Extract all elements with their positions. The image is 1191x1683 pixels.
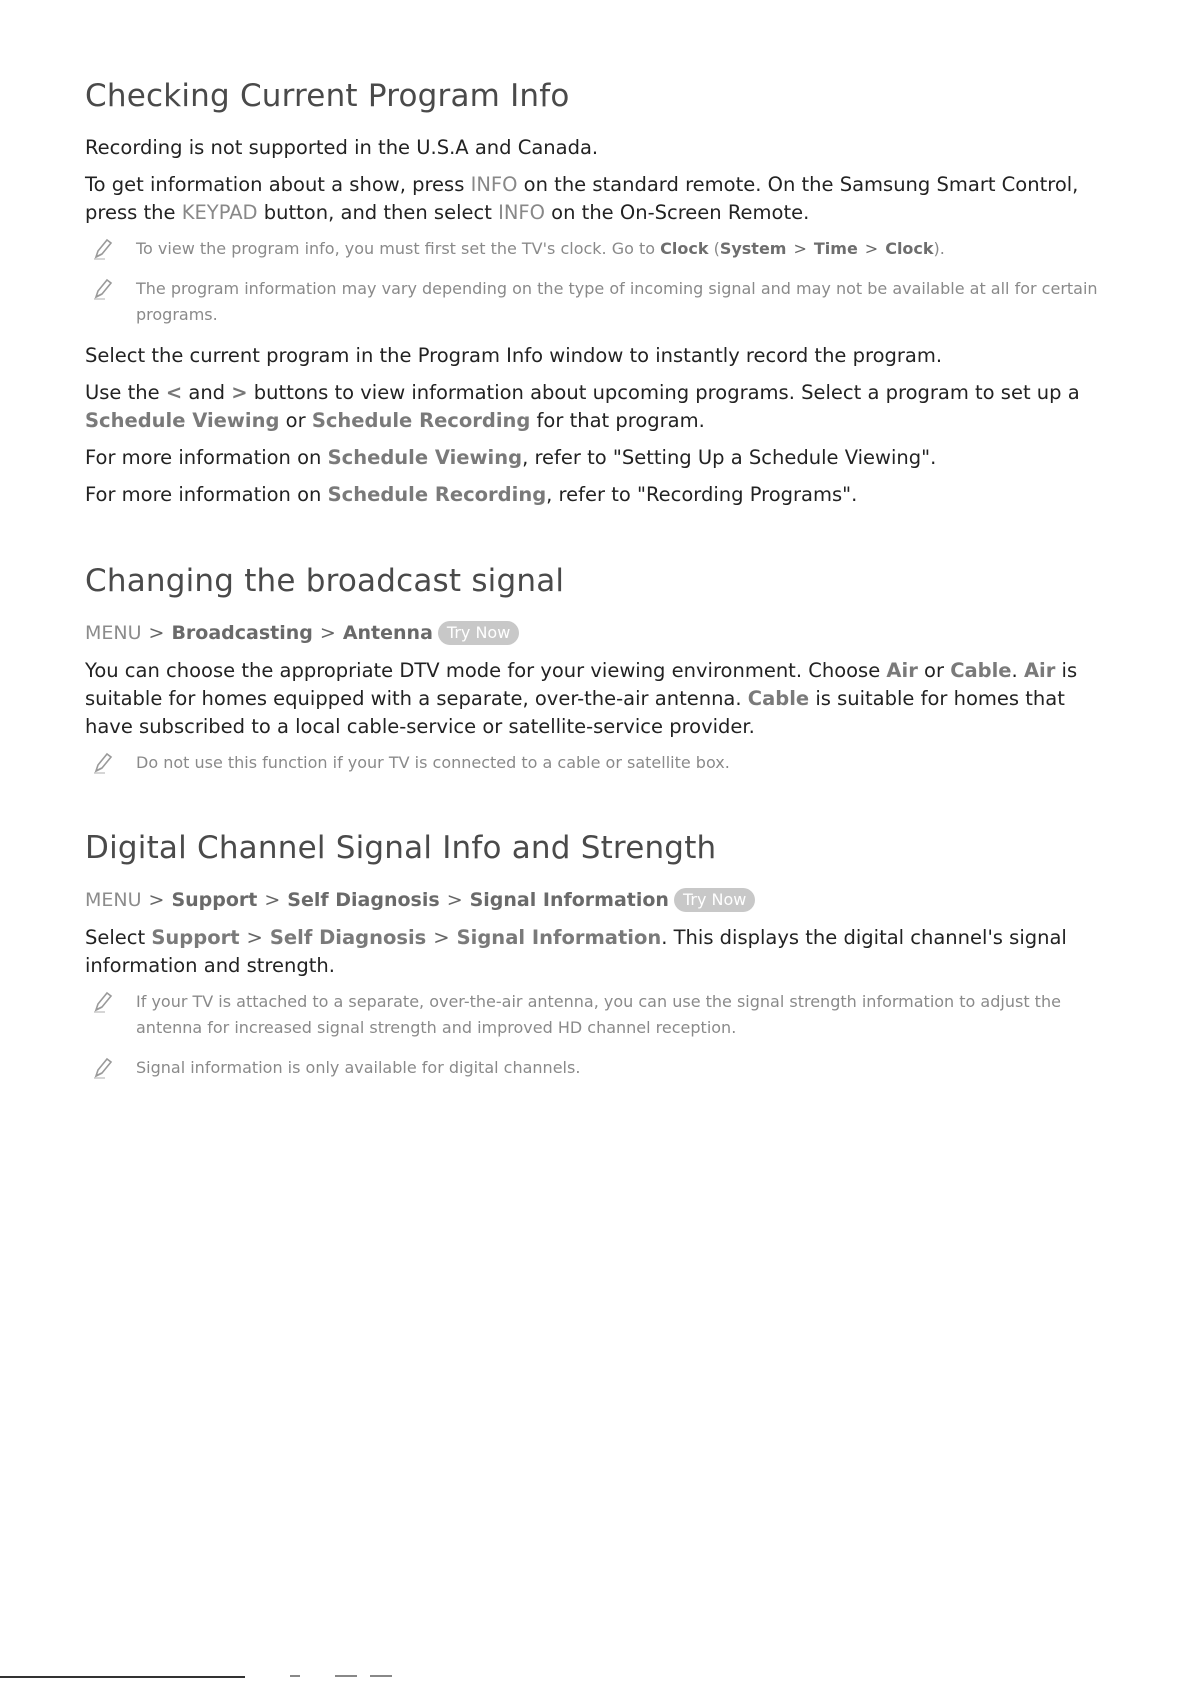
section-title-signal-info: Digital Channel Signal Info and Strength — [85, 830, 717, 866]
menu-path: MENU > Support > Self Diagnosis > Signal Information Try Now — [85, 886, 1105, 914]
document-page — [85, 78, 1105, 1095]
paragraph: To get information about a show, press INFO on the standard remote. On the Samsung Smart Control, press the KEYPAD button, and then select INFO on the On-Screen Remote. — [85, 173, 1079, 224]
note: If your TV is attached to a separate, over-the-air antenna, you can use the signal strength information to adjust the antenna for increased signal strength and improved HD channel reception. — [85, 989, 1105, 1041]
paragraph: For more information on Schedule Recording, refer to "Recording Programs". — [85, 483, 858, 506]
left-arrow-icon: < — [165, 381, 183, 404]
footer-rule — [0, 1676, 245, 1678]
pencil-note-icon — [93, 1057, 113, 1079]
paragraph: Use the < and > buttons to view information about upcoming programs. Select a program to set up a Schedule Viewing or Schedule Recording for that program. — [85, 381, 1080, 432]
keyword-schedule-viewing: Schedule Viewing — [85, 409, 280, 432]
pencil-note-icon — [93, 278, 113, 300]
paragraph: You can choose the appropriate DTV mode for your viewing environment. Choose Air or Cable. Air is suitable for homes equipped with a separate, over-the-air antenna. Cable is suitable for homes that have subscribed to a local cable-service or satellite-service provider. — [85, 659, 1078, 738]
footer-marks — [290, 1674, 410, 1678]
pencil-note-icon — [93, 238, 113, 260]
note: The program information may vary depending on the type of incoming signal and may not be available at all for certain programs. — [85, 276, 1105, 328]
note: Signal information is only available for digital channels. — [85, 1055, 1105, 1081]
paragraph: Recording is not supported in the U.S.A and Canada. — [85, 136, 599, 159]
keyword-info: INFO — [470, 173, 518, 196]
paragraph: Select the current program in the Program Info window to instantly record the program. — [85, 344, 943, 367]
try-now-button[interactable]: Try Now — [438, 621, 519, 645]
section-title-broadcast-signal: Changing the broadcast signal — [85, 563, 565, 599]
keyword-keypad: KEYPAD — [181, 201, 258, 224]
keyword-info: INFO — [498, 201, 545, 224]
pencil-note-icon — [93, 991, 113, 1013]
try-now-button[interactable]: Try Now — [674, 888, 755, 912]
keyword-schedule-viewing: Schedule Viewing — [327, 446, 523, 469]
keyword-schedule-recording: Schedule Recording — [327, 483, 547, 506]
note: To view the program info, you must first set the TV's clock. Go to Clock (System > Time > Clock). — [85, 236, 1105, 262]
pencil-note-icon — [93, 752, 113, 774]
paragraph: For more information on Schedule Viewing, refer to "Setting Up a Schedule Viewing". — [85, 446, 937, 469]
right-arrow-icon: > — [231, 381, 248, 404]
note: Do not use this function if your TV is connected to a cable or satellite box. — [85, 750, 1105, 776]
paragraph: Select Support > Self Diagnosis > Signal Information. This displays the digital channel's signal information and strength. — [85, 926, 1067, 977]
section-title-program-info: Checking Current Program Info — [85, 78, 570, 114]
keyword-schedule-recording: Schedule Recording — [311, 409, 531, 432]
menu-path: MENU > Broadcasting > Antenna Try Now — [85, 619, 1105, 647]
